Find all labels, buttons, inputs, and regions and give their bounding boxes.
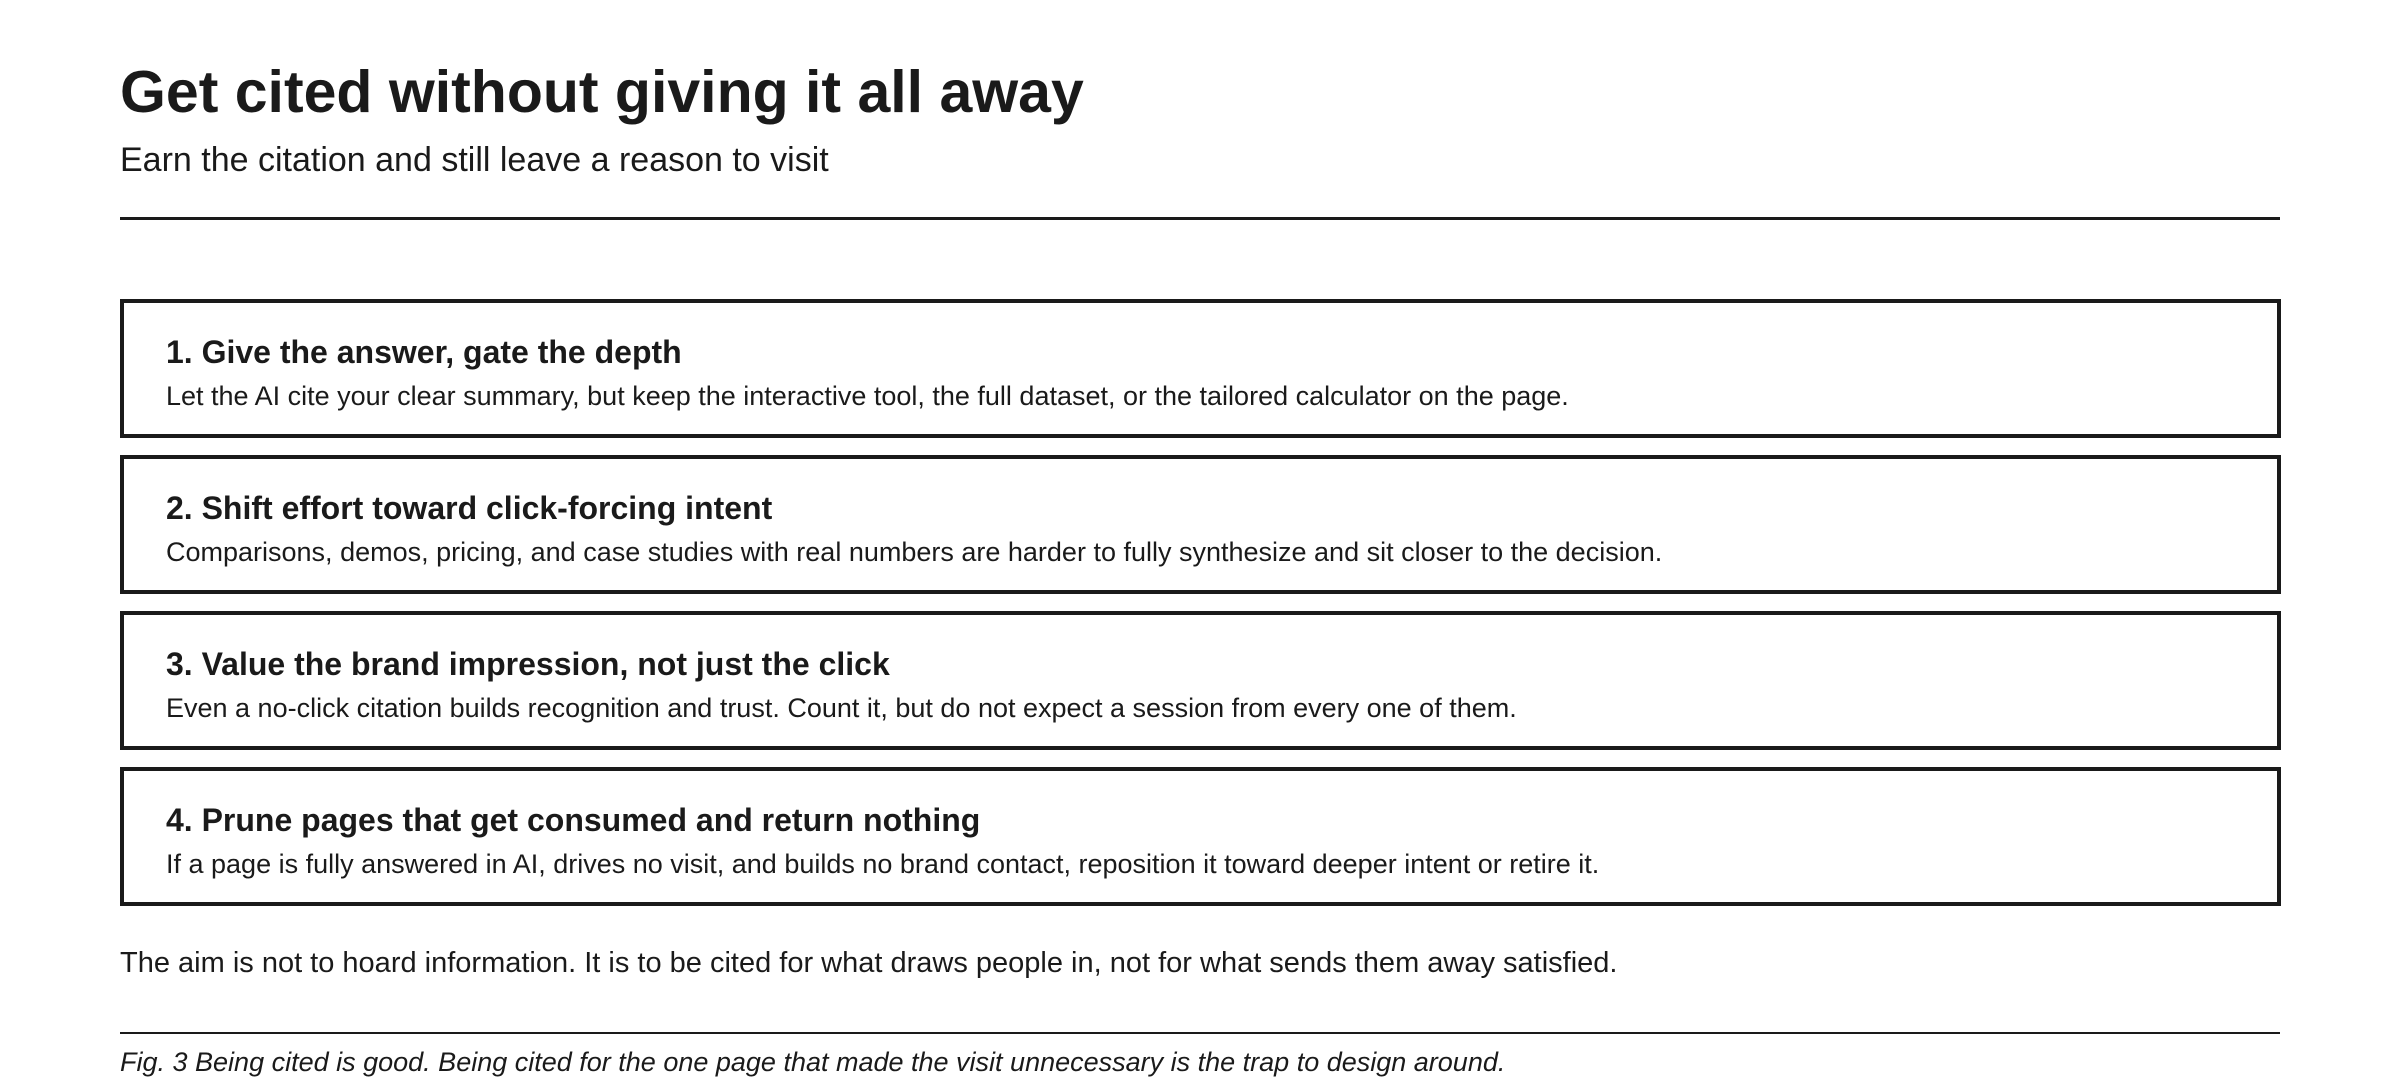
- step-description: If a page is fully answered in AI, drives no visit, and builds no brand contact, reposition it toward deeper intent or retire it.: [166, 849, 1600, 879]
- page-subtitle: Earn the citation and still leave a reason to visit: [120, 141, 829, 179]
- steps-list: [120, 299, 2280, 923]
- step-card: [120, 455, 2281, 594]
- page-title: Get cited without giving it all away: [120, 59, 1084, 125]
- step-description: Even a no-click citation builds recognition and trust. Count it, but do not expect a session from every one of them.: [166, 693, 1517, 723]
- step-title: 4. Prune pages that get consumed and return nothing: [166, 802, 981, 838]
- step-title: 1. Give the answer, gate the depth: [166, 334, 682, 370]
- conclusion-text: The aim is not to hoard information. It is to be cited for what draws people in, not for what sends them away satisfied.: [120, 947, 1618, 979]
- step-title: 3. Value the brand impression, not just the click: [166, 646, 890, 682]
- step-description: Let the AI cite your clear summary, but keep the interactive tool, the full dataset, or the tailored calculator on the page.: [166, 381, 1569, 411]
- step-card: [120, 767, 2281, 906]
- step-description: Comparisons, demos, pricing, and case studies with real numbers are harder to fully synthesize and sit closer to the decision.: [166, 537, 1663, 567]
- step-title: 2. Shift effort toward click-forcing intent: [166, 490, 773, 526]
- header-divider: [120, 217, 2280, 220]
- step-card: [120, 299, 2281, 438]
- figure-caption: Fig. 3 Being cited is good. Being cited for the one page that made the visit unnecessary is the trap to design around.: [120, 1047, 1506, 1077]
- caption-divider: [120, 1032, 2280, 1034]
- step-card: [120, 611, 2281, 750]
